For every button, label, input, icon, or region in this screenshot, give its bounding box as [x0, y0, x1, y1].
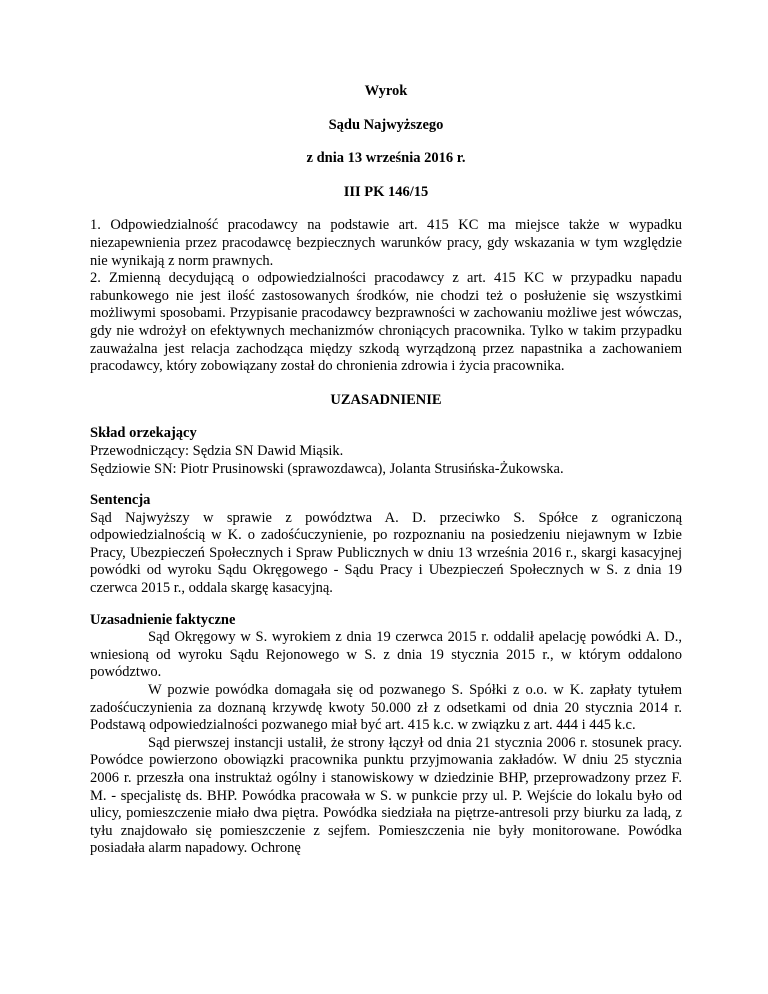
- sklad-judges: Sędziowie SN: Piotr Prusinowski (sprawozdawca), Jolanta Strusińska-Żukowska.: [90, 460, 564, 477]
- faktyczne-title: Uzasadnienie faktyczne: [90, 611, 236, 628]
- case-number-heading: III PK 146/15: [343, 183, 429, 200]
- faktyczne-paragraph-2: W pozwie powódka domagała się od pozwanego S. Spółki z o.o. w K. zapłaty tytułem zadośćuczynienia za doznaną krzywdę kwoty 50.000 zł z odsetkami od dnia 20 stycznia 2014 r. Podstawą odpowiedzialności pozwanego miał być art. 415 k.c. w związku z art. 444 i 445 k.c.: [90, 682, 682, 734]
- sklad-title: Skład orzekający: [90, 425, 197, 442]
- thesis-1: 1. Odpowiedzialność pracodawcy na podstawie art. 415 KC ma miejsce także w wypadku niezapewnienia przez pracodawcę bezpiecznych warunków pracy, gdy wskazania w tym względzie nie wynikają z norm prawnych.: [90, 217, 682, 269]
- doc-type-heading: Wyrok: [364, 83, 408, 99]
- thesis-2: 2. Zmienną decydującą o odpowiedzialności pracodawcy z art. 415 KC w przypadku napadu rabunkowego nie jest ilość zastosowanych środków, nie chodzi też o posłużenie się wszystkimi możliwymi sposobami. Przypisanie pracodawcy bezprawności w zachowaniu możliwe jest wówczas, gdy nie wdrożył on efektywnych mechanizmów chroniących pracownika. Tylko w takim przypadku zauważalna jest relacja zachodząca między szkodą wyrządzoną przez napastnika a zachowaniem pracodawcy, który zobowiązany został do chronienia zdrowia i życia pracownika.: [90, 270, 682, 375]
- date-heading: z dnia 13 września 2016 r.: [306, 150, 466, 167]
- faktyczne-paragraph-3: Sąd pierwszej instancji ustalił, że strony łączył od dnia 21 stycznia 2006 r. stosunek pracy. Powódce powierzono obowiązki pracownika punktu przyjmowania zakładów. W dniu 25 stycznia 2006 r. przeszła ona instruktaż ogólny i stanowiskowy w dziedzinie BHP, przeprowadzony przez F. M. - specjalistę ds. BHP. Powódka pracowała w S. w punkcie przy ul. P. Wejście do lokalu było od ulicy, pomieszczenie miało dwa piętra. Powódka siedziała na piętrze-antresoli przy biurku za ladą, z tyłu znajdowało się pomieszczenie z sejfem. Pomieszczenia nie były monitorowane. Powódka posiadała alarm napadowy. Ochronę: [90, 734, 682, 857]
- court-name-heading: Sądu Najwyższego: [328, 116, 444, 133]
- sentencja-title: Sentencja: [90, 492, 151, 509]
- uzasadnienie-heading: UZASADNIENIE: [330, 391, 442, 408]
- faktyczne-paragraph-1: Sąd Okręgowy w S. wyrokiem z dnia 19 czerwca 2015 r. oddalił apelację powódki A. D., wniesioną od wyroku Sądu Rejonowego w S. z dnia 19 stycznia 2015 r., w którym oddalono powództwo.: [90, 629, 682, 681]
- sentencja-text: Sąd Najwyższy w sprawie z powództwa A. D. przeciwko S. Spółce z ograniczoną odpowiedzialnością w K. o zadośćuczynienie, po rozpoznaniu na posiedzeniu niejawnym w Izbie Pracy, Ubezpieczeń Społecznych i Spraw Publicznych w dniu 13 września 2016 r., skargi kasacyjnej powódki od wyroku Sądu Okręgowego - Sądu Pracy i Ubezpieczeń Społecznych w S. z dnia 19 czerwca 2015 r., oddala skargę kasacyjną.: [90, 509, 682, 597]
- sklad-chair: Przewodniczący: Sędzia SN Dawid Miąsik.: [90, 442, 344, 459]
- document-page: [90, 83, 682, 858]
